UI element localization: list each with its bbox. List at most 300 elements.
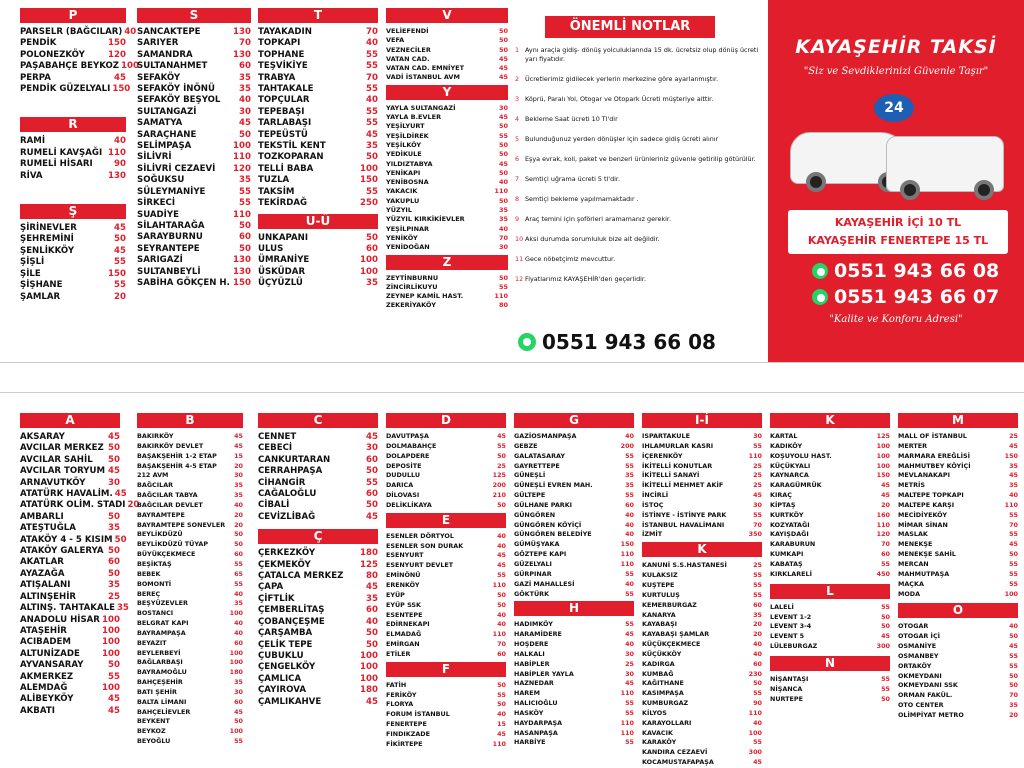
price-row [514, 550, 634, 560]
price-row [386, 150, 508, 159]
place-name: FLORYA [386, 700, 414, 709]
price-row [898, 442, 1018, 452]
note-text: Bekleme Saat ücreti 10 Tl'dir [525, 115, 618, 123]
price-row [642, 561, 762, 571]
price-row [258, 640, 378, 651]
place-price: 55 [753, 738, 762, 747]
place-price: 150 [108, 268, 126, 279]
price-row [898, 540, 1018, 550]
place-name: GÖZTEPE KAPI [514, 550, 567, 559]
price-row [514, 570, 634, 580]
place-name: MECİDİYEKÖY [898, 510, 947, 519]
price-row [137, 481, 243, 491]
price-row [514, 580, 634, 590]
price-row [258, 478, 378, 489]
price-row [514, 660, 634, 670]
place-price: 55 [366, 106, 378, 117]
price-row [386, 197, 508, 206]
brand-motto: "Kalite ve Konforu Adresi" [829, 314, 963, 325]
place-price: 30 [234, 687, 243, 696]
price-row [770, 642, 890, 652]
place-name: ÇİFTLİK [258, 593, 295, 604]
price-row [898, 452, 1018, 462]
place-price: 35 [366, 593, 378, 604]
place-price: 40 [625, 520, 634, 529]
price-row [386, 187, 508, 196]
price-row [770, 471, 890, 481]
place-name: MEVLANAKAPI [898, 471, 950, 480]
place-name: KANARYA [642, 610, 676, 619]
place-price: 45 [114, 245, 126, 256]
price-row [386, 27, 508, 36]
place-price: 20 [881, 500, 890, 509]
place-price: 20 [127, 500, 140, 511]
place-name: ATAŞEHİR [20, 625, 67, 636]
place-price: 55 [366, 49, 378, 60]
place-price: 15 [234, 451, 243, 460]
price-row [386, 132, 508, 141]
place-name: KOŞUYOLU HAST. [770, 451, 832, 460]
place-price: 130 [233, 49, 251, 60]
price-row [258, 560, 378, 571]
place-price: 55 [1009, 510, 1018, 519]
section-header: L [770, 584, 890, 599]
place-price: 70 [881, 540, 890, 549]
price-row [258, 152, 378, 163]
note-item [515, 235, 765, 244]
place-price: 45 [497, 432, 506, 440]
place-name: ORTAKÖY [898, 661, 932, 670]
place-name: KAĞITHANE [642, 679, 684, 688]
price-row [258, 61, 378, 72]
price-row [898, 570, 1018, 580]
price-row [514, 442, 634, 452]
place-name: SİLAHTARAĞA [137, 220, 205, 231]
price-row [20, 557, 120, 568]
place-name: MİMAR SİNAN [898, 520, 948, 529]
price-row [898, 501, 1018, 511]
price-row [386, 650, 506, 660]
section-r [20, 117, 126, 182]
price-row [137, 727, 243, 737]
price-row [258, 95, 378, 106]
price-row [20, 569, 120, 580]
price-fenertepe: KAYAŞEHİR FENERTEPE 15 TL [807, 234, 989, 247]
place-price: 60 [108, 557, 120, 568]
place-price: 50 [108, 568, 120, 579]
place-name: SANCAKTEPE [137, 27, 201, 37]
place-name: BEYKOZ [137, 727, 166, 736]
price-row [386, 104, 508, 113]
place-name: TOPÇULAR [258, 95, 310, 106]
place-price: 120 [108, 49, 126, 60]
place-price: 40 [625, 510, 634, 519]
note-item [515, 115, 765, 124]
place-name: ERENKÖY [386, 580, 420, 589]
place-price: 250 [360, 198, 378, 209]
place-price: 55 [625, 708, 634, 717]
place-price: 35 [1009, 481, 1018, 490]
place-name: ESENLER SON DURAK [386, 541, 464, 550]
place-name: KADIRGA [642, 659, 675, 668]
price-row [258, 50, 378, 61]
price-row [20, 523, 120, 534]
price-row [258, 662, 378, 673]
price-row [137, 232, 251, 243]
price-row [137, 717, 243, 727]
place-name: CANKURTARAN [258, 454, 331, 465]
price-row [898, 681, 1018, 691]
place-name: MODA [898, 589, 921, 598]
place-price: 110 [233, 152, 251, 163]
place-name: KUMKAPI [770, 550, 804, 559]
place-price: 45 [108, 705, 120, 716]
price-row [20, 580, 120, 591]
place-name: YENİDOĞAN [386, 243, 430, 252]
price-row [642, 709, 762, 719]
place-price: 50 [1009, 632, 1018, 641]
place-price: 65 [234, 569, 243, 578]
place-name: PARSELR (BAĞCILAR) [20, 27, 123, 37]
place-price: 55 [366, 477, 378, 488]
section-header: Ş [20, 204, 126, 219]
place-name: BEŞYÜZEVLER [137, 599, 188, 608]
section-header: B [137, 413, 243, 428]
place-name: HADIMKÖY [514, 620, 553, 629]
section-s [137, 8, 251, 289]
place-name: DEPOSİTE [386, 461, 422, 470]
place-price: 30 [753, 500, 762, 509]
place-name: FENERTEPE [386, 720, 427, 729]
price-row [642, 501, 762, 511]
place-price: 110 [492, 739, 506, 748]
notes-phone-number: 0551 943 66 08 [542, 330, 716, 354]
column-c [258, 413, 378, 708]
price-row [642, 571, 762, 581]
column-v-y-z [386, 8, 508, 311]
place-name: TEKİRDAĞ [258, 198, 308, 209]
price-row [898, 491, 1018, 501]
place-name: ALEMDAĞ [20, 682, 68, 693]
place-name: METRİS [898, 481, 925, 490]
price-row [642, 481, 762, 491]
place-name: ATIŞALANI [20, 580, 71, 591]
place-price: 55 [1009, 651, 1018, 660]
place-price: 55 [234, 559, 243, 568]
place-name: HARBİYE [514, 738, 546, 747]
place-name: ATEŞTUĞLA [20, 523, 76, 534]
price-row [20, 615, 120, 626]
price-row [137, 580, 243, 590]
place-price: 50 [498, 27, 508, 35]
place-name: KÜÇÜKKÖY [642, 649, 682, 658]
place-name: GÖKTÜRK [514, 589, 550, 598]
place-price: 50 [239, 129, 251, 140]
price-row [514, 689, 634, 699]
brand-slogan: "Siz ve Sevdiklerinizi Güvenle Taşır" [803, 66, 989, 77]
place-price: 45 [498, 113, 508, 122]
place-price: 130 [108, 170, 126, 181]
column-b [137, 413, 243, 747]
place-name: BEYLİKDÜZÜ [137, 530, 183, 539]
place-name: VATAN CAD. EMNİYET [386, 64, 465, 73]
note-item [515, 46, 765, 64]
price-row [137, 609, 243, 619]
place-price: 30 [625, 669, 634, 678]
panel-divider [0, 362, 1024, 393]
place-price: 125 [876, 432, 890, 440]
brand-phone-1[interactable] [812, 260, 999, 282]
place-name: YENİKÖY [386, 233, 418, 242]
place-price: 230 [748, 669, 762, 678]
place-name: BAYRAMPAŞA [137, 628, 186, 637]
section-n [770, 656, 890, 705]
price-row [642, 581, 762, 591]
price-row [386, 630, 506, 640]
price-row [514, 679, 634, 689]
place-price: 55 [366, 84, 378, 95]
place-name: SEFAKÖY İNÖNÜ [137, 84, 215, 95]
place-price: 55 [497, 441, 506, 450]
place-name: ŞENLİKKÖY [20, 245, 75, 256]
place-name: ÇAMLIKAHVE [258, 696, 322, 707]
place-name: VADİ İSTANBUL AVM [386, 73, 460, 82]
price-row [20, 672, 120, 683]
place-name: MARMARA EREĞLİSİ [898, 451, 970, 460]
price-row [386, 491, 506, 501]
price-row [642, 591, 762, 601]
place-price: 60 [753, 659, 762, 668]
price-row [20, 489, 127, 500]
place-price: 100 [102, 625, 120, 636]
price-row [898, 471, 1018, 481]
place-name: LEVENT 1-2 [770, 612, 812, 621]
place-price: 40 [234, 628, 243, 637]
column-k-l-n [770, 413, 890, 704]
price-row [258, 130, 378, 141]
place-name: OTO CENTER [898, 701, 944, 710]
price-row [770, 695, 890, 705]
place-price: 60 [753, 600, 762, 609]
price-row [20, 73, 126, 84]
place-name: ÇAYIROVA [258, 685, 306, 696]
place-name: BÜYÜKÇEKMECE [137, 550, 196, 559]
place-name: SEFAKÖY [137, 72, 181, 83]
place-price: 50 [114, 234, 126, 245]
place-name: LEVENT 5 [770, 632, 805, 641]
price-row [898, 711, 1018, 721]
place-price: 70 [366, 72, 378, 83]
place-price: 50 [881, 694, 890, 703]
place-price: 55 [881, 674, 890, 683]
price-row [642, 452, 762, 462]
place-price: 55 [497, 571, 506, 580]
section-header: Z [386, 255, 508, 270]
place-name: BEŞİKTAŞ [137, 559, 172, 568]
price-row [258, 107, 378, 118]
place-name: BAYRAMOĞLU [137, 668, 187, 677]
place-name: IHLAMURLAR KASRI [642, 441, 714, 450]
place-name: SUADİYE [137, 209, 179, 220]
place-name: ÜÇYÜZLÜ [258, 278, 303, 289]
place-price: 100 [876, 441, 890, 450]
place-name: PERPA [20, 72, 51, 83]
price-row [137, 255, 251, 266]
place-name: GÜNGÖREN KÖYİÇİ [514, 520, 582, 529]
price-row [514, 738, 634, 748]
price-row [137, 570, 243, 580]
section-header: O [898, 603, 1018, 618]
place-name: ISPARTAKULE [642, 432, 690, 440]
place-name: SARAYBURNU [137, 232, 203, 243]
brand-phone-2[interactable] [812, 286, 999, 308]
note-text: Aksi durumda sorumluluk bize ait değildir. [525, 235, 660, 243]
place-price: 50 [366, 639, 378, 650]
price-row [514, 650, 634, 660]
note-item [515, 155, 765, 164]
place-price: 40 [625, 640, 634, 649]
note-number: 12 [515, 275, 524, 283]
price-row [386, 215, 508, 224]
place-name: OLİMPİYAT METRO [898, 710, 964, 719]
place-name: ŞAMLAR [20, 291, 61, 302]
price-row [258, 141, 378, 152]
place-price: 55 [114, 257, 126, 268]
column-t-u [258, 8, 378, 290]
place-price: 50 [498, 122, 508, 131]
place-name: KIRKLARELİ [770, 569, 812, 578]
place-name: ÇEMBERLİTAŞ [258, 605, 325, 616]
place-name: DAVUTPAŞA [386, 432, 429, 440]
place-name: OSMANİYE [898, 642, 937, 651]
place-price: 55 [881, 602, 890, 611]
place-price: 45 [234, 432, 243, 440]
place-price: 50 [239, 220, 251, 231]
section-header: D [386, 413, 506, 428]
price-row [386, 432, 506, 442]
note-item [515, 215, 765, 224]
price-row [137, 540, 243, 550]
place-name: BEYAZIT [137, 638, 167, 647]
place-name: BAYRAMTEPE [137, 510, 185, 519]
price-row [386, 283, 508, 292]
note-item [515, 175, 765, 184]
place-price: 70 [498, 233, 508, 242]
place-price: 30 [498, 103, 508, 112]
price-row [386, 73, 508, 82]
place-name: ALTUNİZADE [20, 648, 80, 659]
place-name: KAYABAŞI [642, 620, 678, 629]
place-name: ARNAVUTKÖY [20, 477, 86, 488]
price-row [258, 651, 378, 662]
price-row [137, 107, 251, 118]
place-name: KUŞTEPE [642, 580, 675, 589]
place-price: 50 [366, 466, 378, 477]
price-row [137, 708, 243, 718]
place-price: 20 [234, 461, 243, 470]
place-name: ÇATALCA MERKEZ [258, 571, 344, 582]
place-name: İSTİNYE - İSTİNYE PARK [642, 510, 727, 519]
place-price: 35 [625, 481, 634, 490]
price-inside: KAYAŞEHİR İÇİ 10 TL [834, 216, 962, 229]
place-price: 60 [881, 550, 890, 559]
price-row [514, 699, 634, 709]
place-name: GÜNEŞLİ EVREN MAH. [514, 481, 593, 490]
place-name: KARAGÜMRÜK [770, 481, 822, 490]
place-name: BAHÇELİEVLER [137, 707, 191, 716]
place-name: TRABYA [258, 72, 296, 83]
whatsapp-icon [812, 289, 828, 305]
price-row [137, 629, 243, 639]
notes-phone[interactable] [518, 330, 716, 354]
section-e [386, 513, 506, 660]
place-name: MAHMUTBEY KÖYİÇİ [898, 461, 971, 470]
place-name: ÇENGELKÖY [258, 662, 316, 673]
price-row [20, 683, 120, 694]
price-row [258, 278, 378, 289]
price-row [258, 84, 378, 95]
place-name: SOĞUKSU [137, 175, 185, 186]
column-p-r-s [20, 8, 139, 303]
price-row [770, 632, 890, 642]
place-price: 100 [360, 163, 378, 174]
place-name: KOZYATAĞI [770, 520, 810, 529]
place-price: 50 [497, 500, 506, 509]
place-name: CEBECİ [258, 443, 293, 454]
place-price: 120 [876, 530, 890, 539]
price-row [20, 61, 139, 72]
place-name: ÜSKÜDAR [258, 266, 306, 277]
place-price: 40 [625, 530, 634, 539]
place-name: ZEYTİNBURNU [386, 273, 439, 282]
price-row [386, 501, 506, 511]
price-row [258, 489, 378, 500]
price-row [642, 689, 762, 699]
place-price: 55 [1009, 569, 1018, 578]
place-name: TAYAKADIN [258, 27, 312, 37]
section-header: F [386, 662, 506, 677]
place-price: 35 [234, 491, 243, 500]
price-row [20, 443, 120, 454]
place-name: EDİRNEKAPI [386, 620, 430, 629]
price-row [386, 601, 506, 611]
price-box [788, 210, 1008, 254]
place-price: 35 [234, 481, 243, 490]
price-row [386, 113, 508, 122]
place-price: 35 [239, 84, 251, 95]
price-row [137, 141, 251, 152]
place-price: 60 [366, 489, 378, 500]
place-price: 40 [124, 27, 137, 37]
note-number: 5 [515, 135, 520, 143]
place-price: 55 [1009, 530, 1018, 539]
place-price: 45 [114, 489, 127, 500]
place-price: 100 [229, 609, 243, 618]
place-price: 130 [233, 255, 251, 266]
place-name: KAYABAŞI ŞAMLAR [642, 630, 710, 639]
place-price: 30 [625, 649, 634, 658]
place-name: YAKUPLU [386, 196, 420, 205]
place-price: 50 [498, 168, 508, 177]
section-header: Y [386, 85, 508, 100]
place-price: 60 [234, 550, 243, 559]
place-name: SELİMPAŞA [137, 141, 192, 152]
place-price: 40 [366, 95, 378, 106]
taxi-cars-icon [788, 124, 1008, 204]
place-name: SİLİVRİ CEZAEVİ [137, 163, 216, 174]
place-name: ZEYNEP KAMİL HAST. [386, 292, 464, 301]
place-price: 25 [753, 471, 762, 480]
